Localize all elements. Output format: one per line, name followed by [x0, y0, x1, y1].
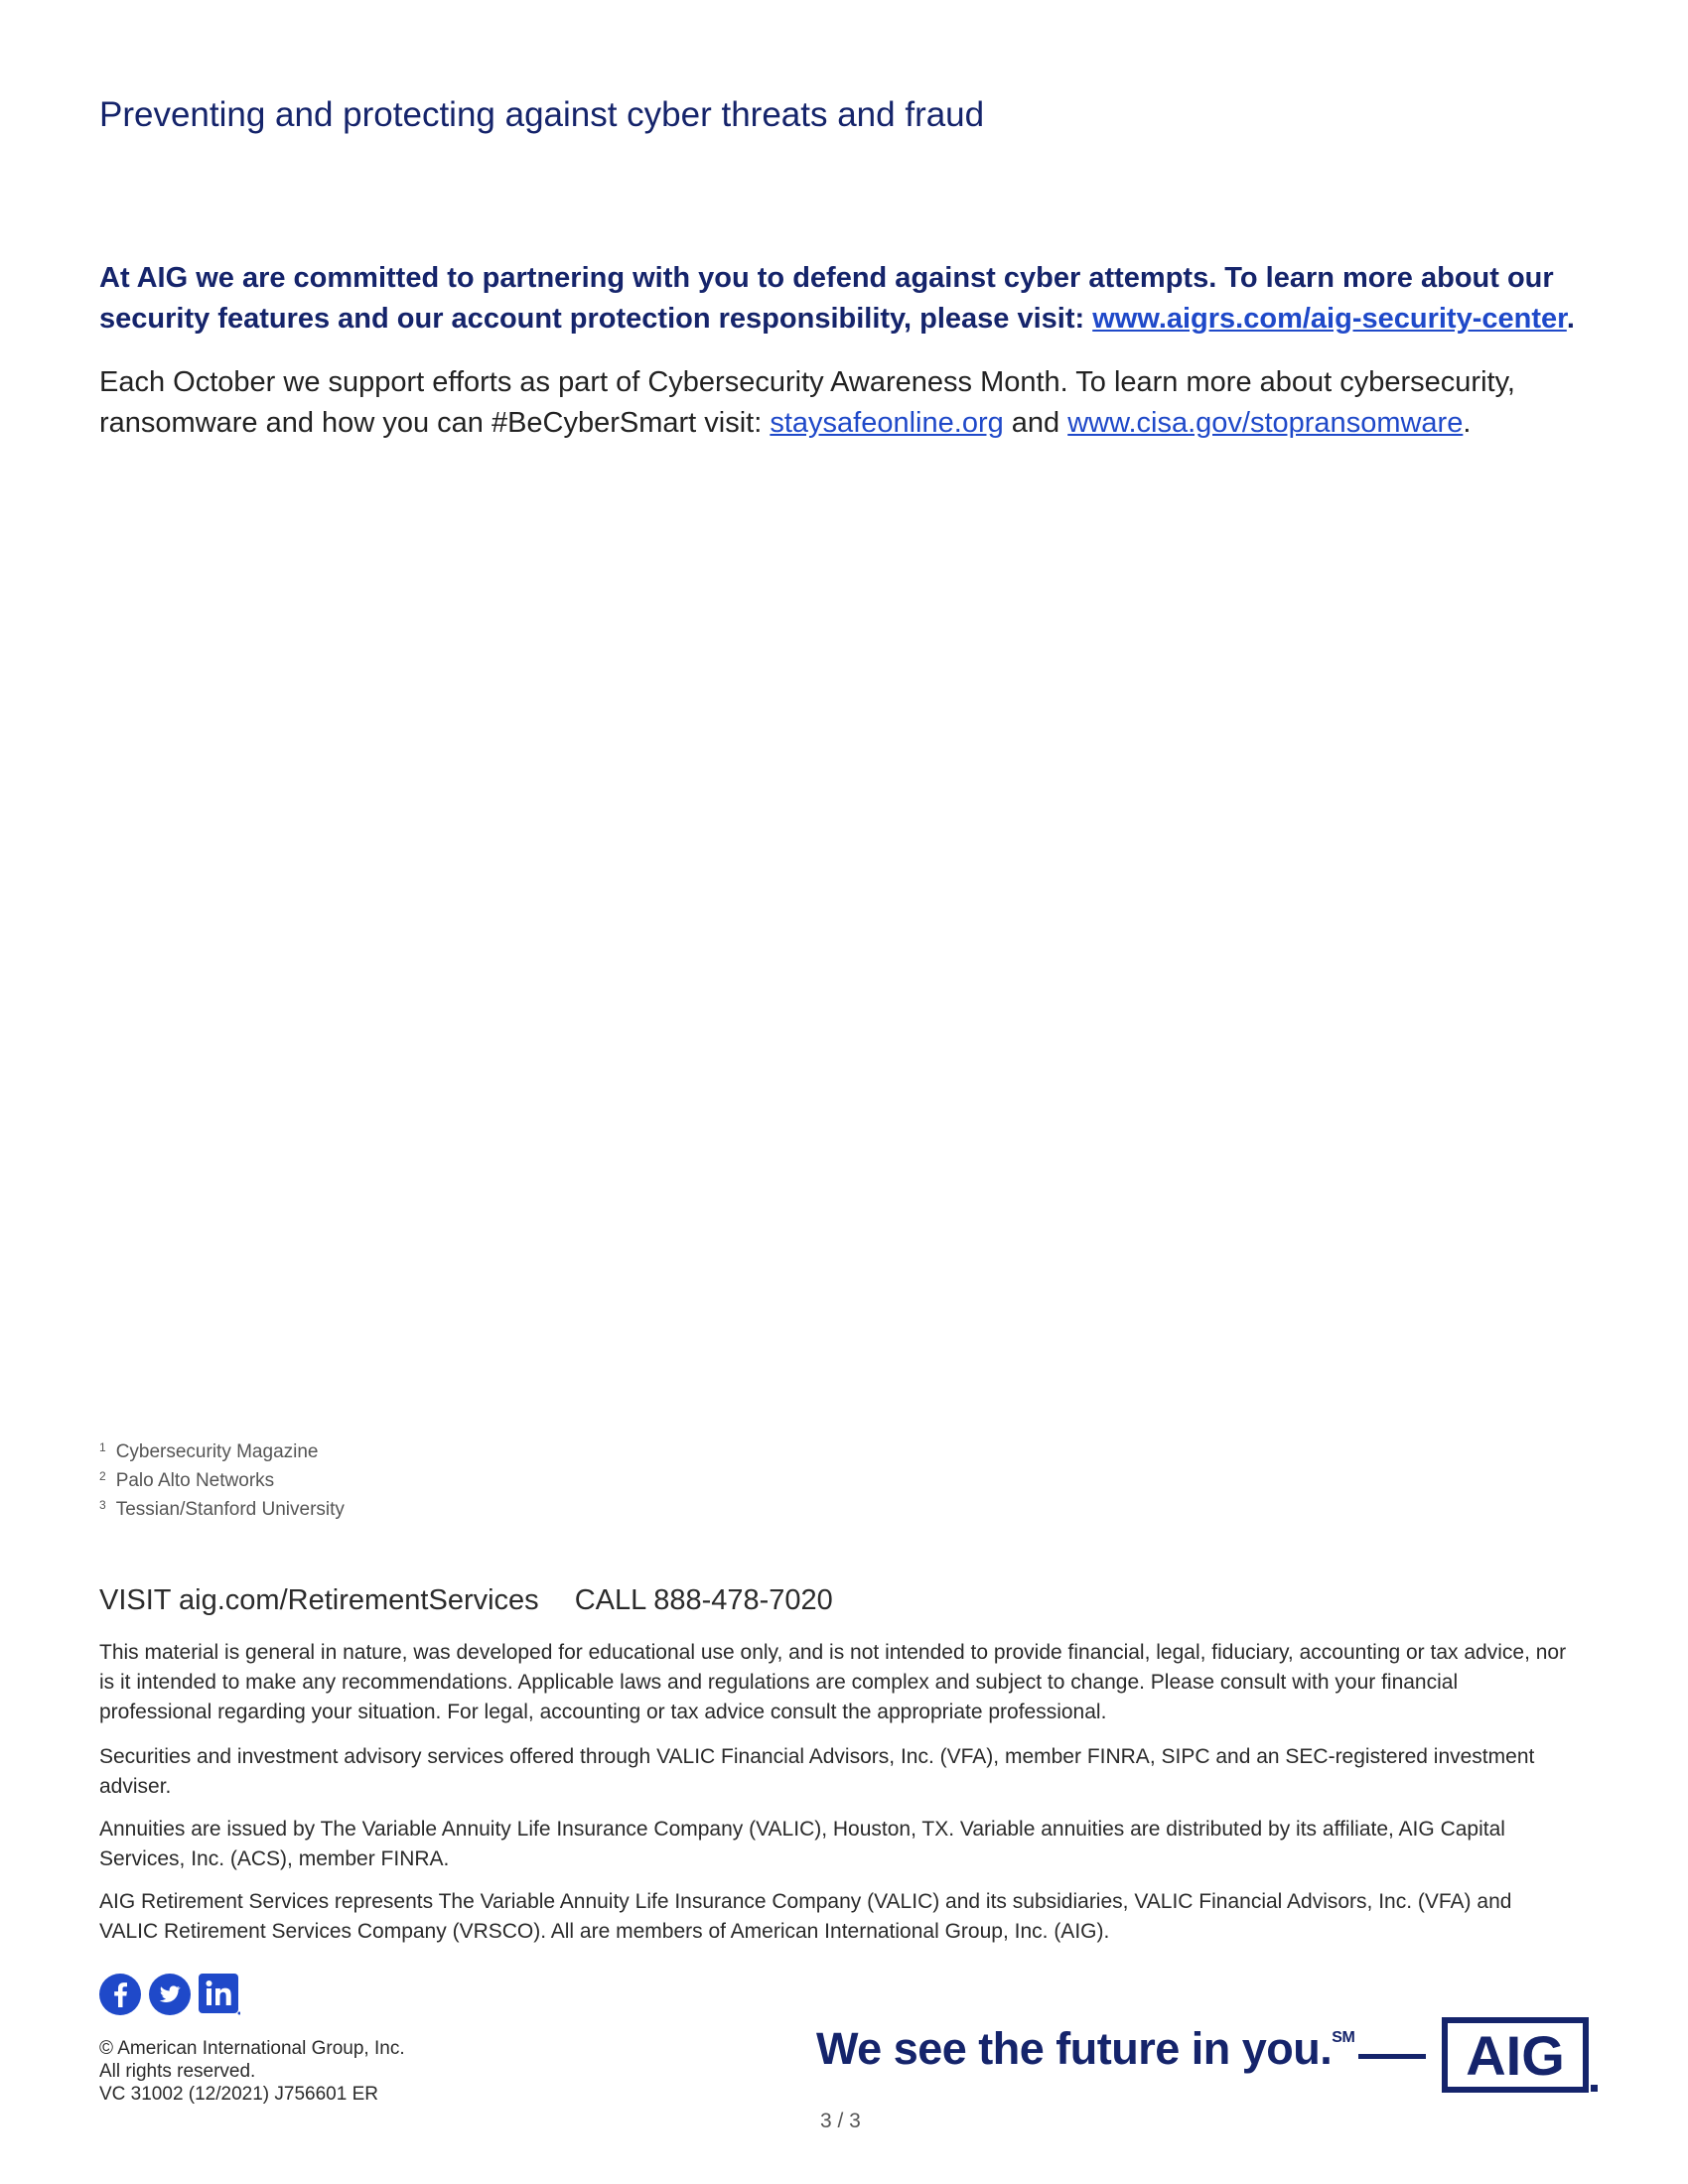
aig-logo [1442, 2017, 1589, 2093]
copyright-block [99, 2037, 405, 2106]
service-mark: SM [1332, 2029, 1355, 2046]
brand-tagline [816, 2023, 1354, 2075]
intro-paragraph [99, 258, 1589, 340]
disclaimer-educational: This material is general in nature, was developed for educational use only, and is not intended to provide financial, legal, fiduciary, accounting or tax advice, nor is it intended to make any recommendations. Applicable laws and regulations are complex and subject to change. Please consult with your financial professional regarding your situation. For legal, accounting or tax advice consult the appropriate professional. [99, 1641, 1567, 1723]
security-center-link[interactable]: www.aigrs.com/aig-security-center [1092, 303, 1567, 335]
disclaimer-annuities: Annuities are issued by The Variable Annuity Life Insurance Company (VALIC), Houston, TX. Variable annuities are distributed by its affiliate, AIG Capital Services, Inc. (ACS), member FINRA. [99, 1818, 1505, 1870]
logo-text: AIG [1466, 2023, 1565, 2087]
logo-dot [1591, 2085, 1598, 2092]
tagline-dash [1358, 2054, 1426, 2059]
linkedin-icon[interactable] [199, 1974, 240, 2015]
staysafeonline-link[interactable]: staysafeonline.org [770, 407, 1004, 439]
awareness-end: . [1463, 407, 1472, 439]
awareness-paragraph [99, 362, 1589, 444]
twitter-icon[interactable] [149, 1974, 191, 2015]
awareness-text: Each October we support efforts as part of Cybersecurity Awareness Month. To learn more about cybersecurity, ransomware and how you can #BeCyberSmart visit: [99, 366, 1515, 439]
call-phone[interactable]: CALL 888-478-7020 [574, 1584, 833, 1616]
footnote-number: 3 [99, 1498, 106, 1512]
disclaimer-aig-retirement: AIG Retirement Services represents The Variable Annuity Life Insurance Company (VALIC) and its subsidiaries, VALIC Financial Advisors, Inc. (VFA) and VALIC Retirement Services Company (VRSCO). All are members of American International Group, Inc. (AIG). [99, 1890, 1512, 1943]
facebook-icon[interactable] [99, 1974, 141, 2015]
footnote-text: Palo Alto Networks [115, 1470, 275, 1491]
footnote [99, 1464, 345, 1493]
disclaimer-securities: Securities and investment advisory services offered through VALIC Financial Advisors, Inc. (VFA), member FINRA, SIPC and an SEC-registered investment adviser. [99, 1745, 1535, 1798]
copyright-line: © American International Group, Inc. [99, 2038, 405, 2059]
page-number: 3 / 3 [820, 2110, 861, 2132]
intro-text: At AIG we are committed to partnering with you to defend against cyber attempts. To learn more about our security features and our account protection responsibility, please visit: [99, 262, 1554, 335]
tagline-text: We see the future in you. [816, 2023, 1333, 2074]
footnote [99, 1493, 345, 1522]
footnotes [99, 1435, 345, 1522]
footnote-number: 1 [99, 1440, 106, 1454]
awareness-and: and [1003, 407, 1068, 439]
footnote [99, 1435, 345, 1464]
contact-line [99, 1584, 833, 1617]
footnote-text: Tessian/Stanford University [115, 1499, 345, 1520]
footnote-number: 2 [99, 1469, 106, 1483]
page-title: Preventing and protecting against cyber threats and fraud [99, 95, 985, 134]
visit-website[interactable]: VISIT aig.com/RetirementServices [99, 1584, 539, 1616]
intro-end: . [1566, 303, 1575, 335]
cisa-link[interactable]: www.cisa.gov/stopransomware [1067, 407, 1464, 439]
footnote-text: Cybersecurity Magazine [115, 1441, 319, 1462]
document-code: VC 31002 (12/2021) J756601 ER [99, 2084, 378, 2105]
social-links [99, 1974, 240, 2015]
rights-line: All rights reserved. [99, 2061, 256, 2082]
